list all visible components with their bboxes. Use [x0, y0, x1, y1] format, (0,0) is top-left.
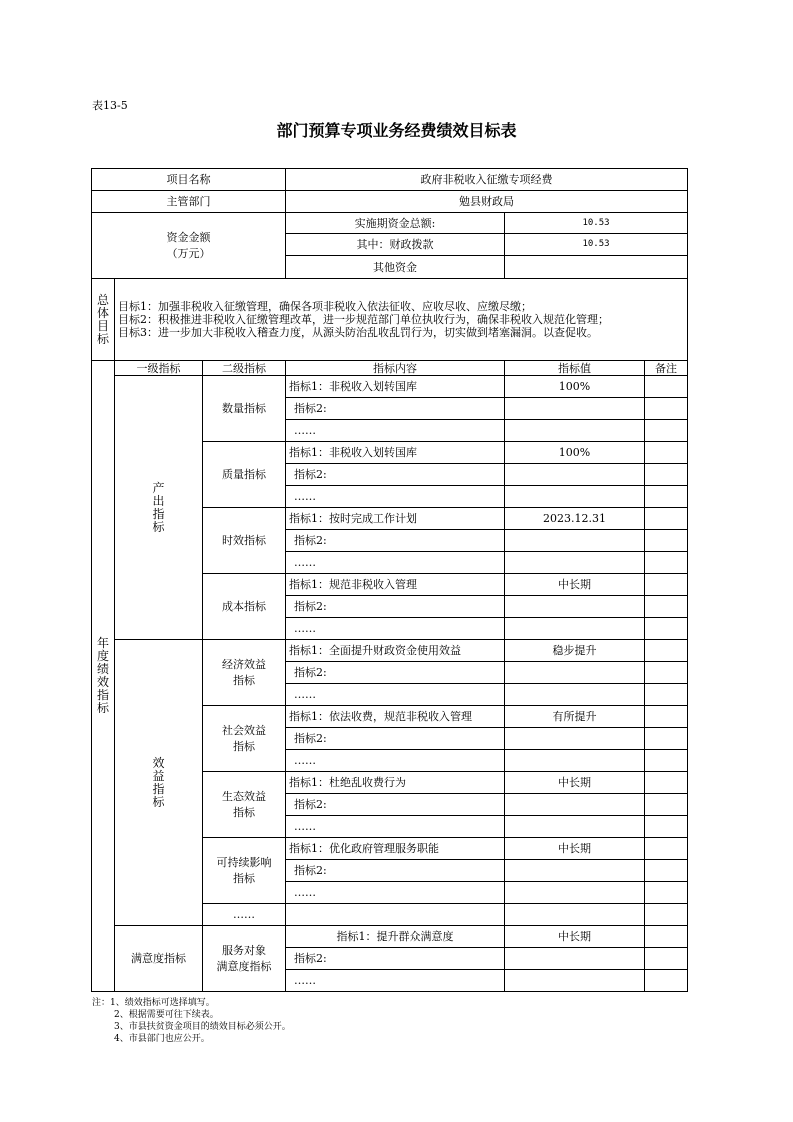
goals-side-char: 总 — [96, 292, 109, 307]
timeliness-indicator-label: 时效指标 — [203, 508, 286, 574]
indicator-content: 指标1：非税收入划转国库 — [286, 442, 505, 464]
label-line: 可持续影响 — [216, 855, 272, 869]
indicator-content: 指标2: — [286, 728, 505, 750]
label-line: 满意度指标 — [216, 959, 272, 973]
economic-indicator-label — [203, 640, 286, 706]
side-char: 指 — [96, 688, 109, 702]
service-satisfaction-label — [203, 926, 286, 992]
header-remark: 备注 — [645, 361, 688, 376]
indicator-content — [286, 904, 505, 926]
indicator-remark — [645, 926, 688, 948]
indicator-remark — [645, 816, 688, 838]
side-char: 效 — [96, 675, 109, 689]
indicator-value — [505, 464, 645, 486]
cost-indicator-label: 成本指标 — [203, 574, 286, 640]
goals-side-label — [92, 279, 115, 361]
header-content: 指标内容 — [286, 361, 505, 376]
table-number: 表13-5 — [92, 99, 128, 112]
funds-fiscal-label: 其中：财政拨款 — [286, 234, 505, 256]
indicator-content: …… — [286, 486, 505, 508]
label-line: 生态效益 — [222, 789, 266, 803]
indicator-remark — [645, 794, 688, 816]
more-indicators: …… — [203, 904, 286, 926]
funds-total-label: 实施期资金总额: — [286, 213, 505, 234]
indicator-remark — [645, 376, 688, 398]
indicator-content: 指标1：非税收入划转国库 — [286, 376, 505, 398]
indicator-value — [505, 750, 645, 772]
indicator-remark — [645, 772, 688, 794]
indicator-remark — [645, 860, 688, 882]
indicator-value — [505, 816, 645, 838]
indicator-value — [505, 684, 645, 706]
indicator-content: …… — [286, 750, 505, 772]
indicator-value: 中长期 — [505, 926, 645, 948]
indicator-value: 100% — [505, 442, 645, 464]
indicator-remark — [645, 838, 688, 860]
output-char: 产 — [152, 480, 165, 495]
output-char: 指 — [152, 506, 165, 521]
funds-other-label: 其他资金 — [286, 256, 505, 279]
indicator-remark — [645, 904, 688, 926]
quality-indicator-label: 质量指标 — [203, 442, 286, 508]
side-char: 度 — [96, 649, 109, 663]
label-line: 指标 — [233, 673, 255, 687]
table-notes — [92, 997, 291, 1045]
indicator-value — [505, 970, 645, 992]
funds-unit: （万元） — [166, 246, 211, 260]
indicator-content: 指标2: — [286, 464, 505, 486]
indicator-remark — [645, 684, 688, 706]
indicator-content: …… — [286, 816, 505, 838]
note-line: 2、根据需要可往下续表。 — [114, 1010, 219, 1020]
indicator-content: 指标1：提升群众满意度 — [286, 926, 505, 948]
sustainable-indicator-label — [203, 838, 286, 904]
header-level1: 一级指标 — [115, 361, 203, 376]
indicator-value: 有所提升 — [505, 706, 645, 728]
indicator-value — [505, 860, 645, 882]
social-indicator-label — [203, 706, 286, 772]
side-char: 绩 — [96, 662, 109, 676]
label-line: 社会效益 — [222, 723, 266, 737]
indicator-content: 指标1：优化政府管理服务职能 — [286, 838, 505, 860]
indicator-value — [505, 948, 645, 970]
ecological-indicator-label — [203, 772, 286, 838]
indicator-content: …… — [286, 684, 505, 706]
indicator-remark — [645, 508, 688, 530]
indicator-remark — [645, 706, 688, 728]
quantity-indicator-label: 数量指标 — [203, 376, 286, 442]
note-line: 3、市县扶贫资金项目的绩效目标必须公开。 — [114, 1022, 291, 1032]
output-char: 标 — [152, 519, 165, 534]
goals-side-char: 目 — [96, 318, 109, 333]
indicator-content: 指标2: — [286, 530, 505, 552]
indicator-value — [505, 728, 645, 750]
indicator-value — [505, 530, 645, 552]
satisfaction-indicators-label: 满意度指标 — [115, 926, 203, 992]
indicator-content: 指标1：依法收费，规范非税收入管理 — [286, 706, 505, 728]
goals-side-char: 体 — [96, 305, 109, 320]
indicator-remark — [645, 640, 688, 662]
indicator-remark — [645, 662, 688, 684]
indicator-remark — [645, 728, 688, 750]
indicator-content: 指标1：杜绝乱收费行为 — [286, 772, 505, 794]
indicator-remark — [645, 970, 688, 992]
indicator-remark — [645, 596, 688, 618]
indicator-remark — [645, 398, 688, 420]
label-line: 服务对象 — [222, 943, 266, 957]
indicator-content: 指标2: — [286, 794, 505, 816]
label-line: 指标 — [233, 871, 255, 885]
indicator-remark — [645, 530, 688, 552]
goal-line: 目标3：进一步加大非税收入稽查力度，从源头防治乱收乱罚行为，切实做到堵塞漏洞。以查促收。 — [118, 326, 598, 339]
funds-label: 资金金额 — [166, 230, 211, 244]
benefit-char: 指 — [152, 781, 165, 796]
label-line: 经济效益 — [222, 657, 266, 671]
funds-fiscal-value: 10.53 — [505, 234, 688, 256]
page-title: 部门预算专项业务经费绩效目标表 — [276, 121, 517, 140]
indicator-value — [505, 486, 645, 508]
indicator-value: 中长期 — [505, 574, 645, 596]
indicator-remark — [645, 464, 688, 486]
indicator-value: 100% — [505, 376, 645, 398]
goal-line: 目标1：加强非税收入征缴管理，确保各项非税收入依法征收、应收尽收、应缴尽缴； — [118, 300, 532, 313]
indicator-remark — [645, 882, 688, 904]
output-indicators-label — [115, 376, 203, 640]
indicator-value — [505, 904, 645, 926]
indicator-content: 指标2: — [286, 860, 505, 882]
label-line: 指标 — [233, 739, 255, 753]
annual-indicators-side-label — [92, 361, 115, 992]
indicator-value — [505, 662, 645, 684]
indicator-value — [505, 596, 645, 618]
note-line: 注：1、绩效指标可选择填写。 — [92, 998, 215, 1008]
label-line: 指标 — [233, 805, 255, 819]
performance-target-table — [91, 168, 688, 992]
goals-side-char: 标 — [96, 331, 109, 346]
indicator-remark — [645, 420, 688, 442]
project-name-value: 政府非税收入征缴专项经费 — [286, 169, 688, 191]
side-char: 标 — [96, 701, 109, 715]
indicator-value: 中长期 — [505, 838, 645, 860]
indicator-value — [505, 552, 645, 574]
indicator-content: 指标1：全面提升财政资金使用效益 — [286, 640, 505, 662]
indicator-content: …… — [286, 970, 505, 992]
indicator-value — [505, 618, 645, 640]
funds-total-value: 10.53 — [505, 213, 688, 234]
benefit-char: 益 — [152, 768, 165, 783]
indicator-content: …… — [286, 420, 505, 442]
indicator-content: 指标2: — [286, 398, 505, 420]
benefit-char: 标 — [152, 794, 165, 809]
indicator-value — [505, 882, 645, 904]
indicator-value: 稳步提升 — [505, 640, 645, 662]
indicator-remark — [645, 948, 688, 970]
indicator-content: …… — [286, 618, 505, 640]
header-value: 指标值 — [505, 361, 645, 376]
indicator-remark — [645, 442, 688, 464]
header-level2: 二级指标 — [203, 361, 286, 376]
indicator-value: 中长期 — [505, 772, 645, 794]
funds-other-value — [505, 256, 688, 279]
indicator-content: 指标1：规范非税收入管理 — [286, 574, 505, 596]
indicator-content: 指标2: — [286, 948, 505, 970]
funds-label-cell — [92, 213, 286, 279]
side-char: 年 — [96, 636, 109, 650]
indicator-remark — [645, 486, 688, 508]
output-char: 出 — [152, 493, 165, 508]
indicator-remark — [645, 574, 688, 596]
indicator-content: …… — [286, 882, 505, 904]
indicator-remark — [645, 552, 688, 574]
project-name-label: 项目名称 — [92, 169, 286, 191]
benefit-indicators-label — [115, 640, 203, 926]
indicator-content: …… — [286, 552, 505, 574]
note-line: 4、市县部门也应公开。 — [114, 1034, 210, 1044]
indicator-value — [505, 794, 645, 816]
goals-text — [115, 279, 688, 361]
benefit-char: 效 — [152, 755, 165, 770]
goal-line: 目标2：积极推进非税收入征缴管理改革，进一步规范部门单位执收行为，确保非税收入规范化管理； — [118, 313, 609, 326]
department-label: 主管部门 — [92, 191, 286, 213]
indicator-remark — [645, 750, 688, 772]
indicator-remark — [645, 618, 688, 640]
indicator-value: 2023.12.31 — [505, 508, 645, 530]
indicator-content: 指标2: — [286, 596, 505, 618]
department-value: 勉县财政局 — [286, 191, 688, 213]
indicator-value — [505, 420, 645, 442]
indicator-content: 指标1：按时完成工作计划 — [286, 508, 505, 530]
indicator-value — [505, 398, 645, 420]
indicator-content: 指标2: — [286, 662, 505, 684]
